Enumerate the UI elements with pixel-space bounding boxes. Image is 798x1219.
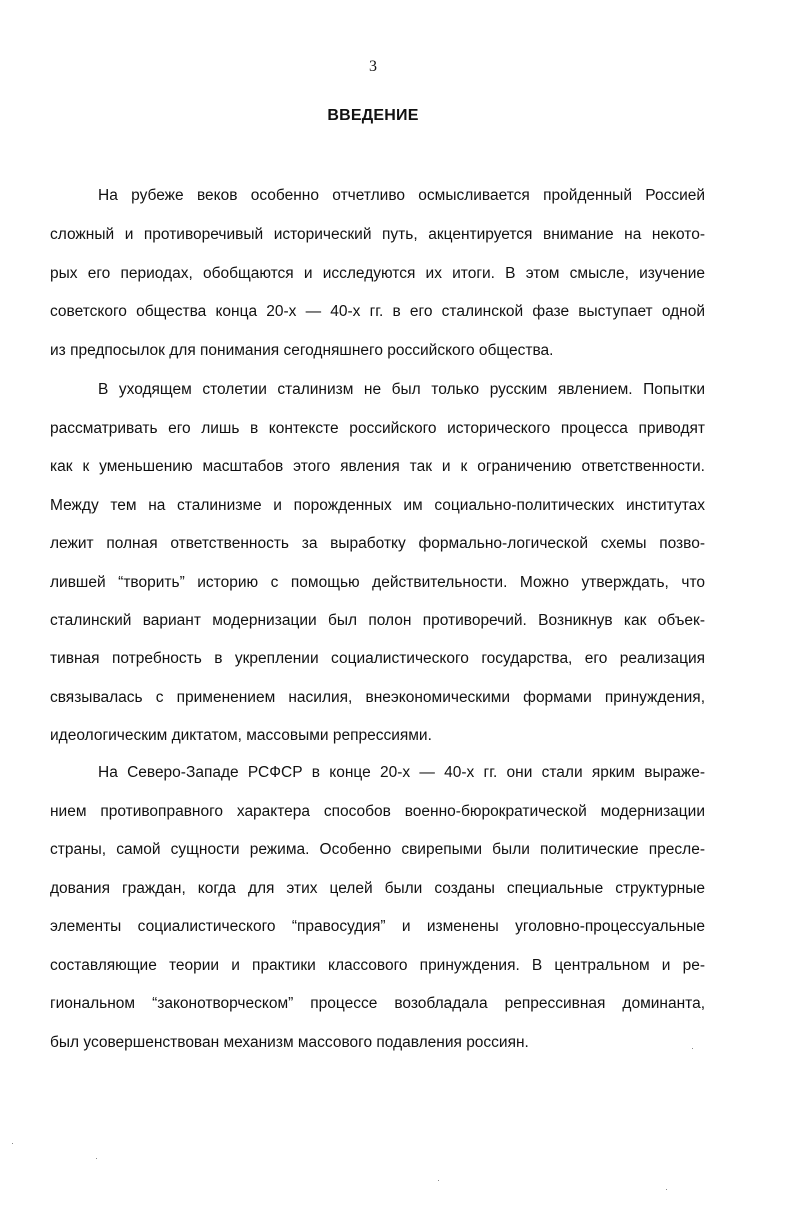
- paragraph-line: был усовершенствован механизм массового подавления россиян.: [50, 1034, 529, 1051]
- scan-speck: [692, 1048, 693, 1049]
- paragraph-line: лежит полная ответственность за выработку формально-логической схемы позво-: [50, 535, 705, 552]
- scan-speck: [12, 1143, 13, 1144]
- paragraph-line: составляющие теории и практики классового принуждения. В центральном и ре-: [50, 957, 705, 974]
- paragraph-line: тивная потребность в укреплении социалистического государства, его реализация: [50, 650, 705, 667]
- paragraph-line: На рубеже веков особенно отчетливо осмысливается пройденный Россией: [98, 187, 705, 204]
- paragraph-line: Между тем на сталинизме и порожденных им социально-политических институтах: [50, 497, 705, 514]
- paragraph-line: как к уменьшению масштабов этого явления так и к ограничению ответственности.: [50, 458, 705, 475]
- section-heading: ВВЕДЕНИЕ: [327, 107, 419, 124]
- paragraph-line: из предпосылок для понимания сегодняшнего российского общества.: [50, 342, 554, 359]
- paragraph-line: рых его периодах, обобщаются и исследуются их итоги. В этом смысле, изучение: [50, 265, 705, 282]
- paragraph-line: рассматривать его лишь в контексте российского исторического процесса приводят: [50, 420, 705, 437]
- scan-speck: [96, 1158, 97, 1159]
- paragraph-line: дования граждан, когда для этих целей были созданы специальные структурные: [50, 880, 705, 897]
- paragraph-line: идеологическим диктатом, массовыми репрессиями.: [50, 727, 432, 744]
- paragraph-line: сложный и противоречивый исторический путь, акцентируется внимание на некото-: [50, 226, 705, 243]
- paragraph-line: лившей “творить” историю с помощью действительности. Можно утверждать, что: [50, 574, 705, 591]
- paragraph-line: связывалась с применением насилия, внеэкономическими формами принуждения,: [50, 689, 705, 706]
- paragraph-line: гиональном “законотворческом” процессе возобладала репрессивная доминанта,: [50, 995, 705, 1012]
- paragraph-line: сталинский вариант модернизации был полон противоречий. Возникнув как объек-: [50, 612, 705, 629]
- paragraph-line: элементы социалистического “правосудия” и изменены уголовно-процессуальные: [50, 918, 705, 935]
- page-number: 3: [369, 58, 377, 75]
- paragraph-line: На Северо-Западе РСФСР в конце 20-х — 40-х гг. они стали ярким выраже-: [98, 764, 705, 781]
- paragraph-line: нием противоправного характера способов военно-бюрократической модернизации: [50, 803, 705, 820]
- scan-speck: [666, 1189, 667, 1190]
- paragraph-line: советского общества конца 20-х — 40-х гг. в его сталинской фазе выступает одной: [50, 303, 705, 320]
- scan-speck: [438, 1180, 439, 1181]
- paragraph-line: страны, самой сущности режима. Особенно свирепыми были политические пресле-: [50, 841, 705, 858]
- paragraph-line: В уходящем столетии сталинизм не был только русским явлением. Попытки: [98, 381, 705, 398]
